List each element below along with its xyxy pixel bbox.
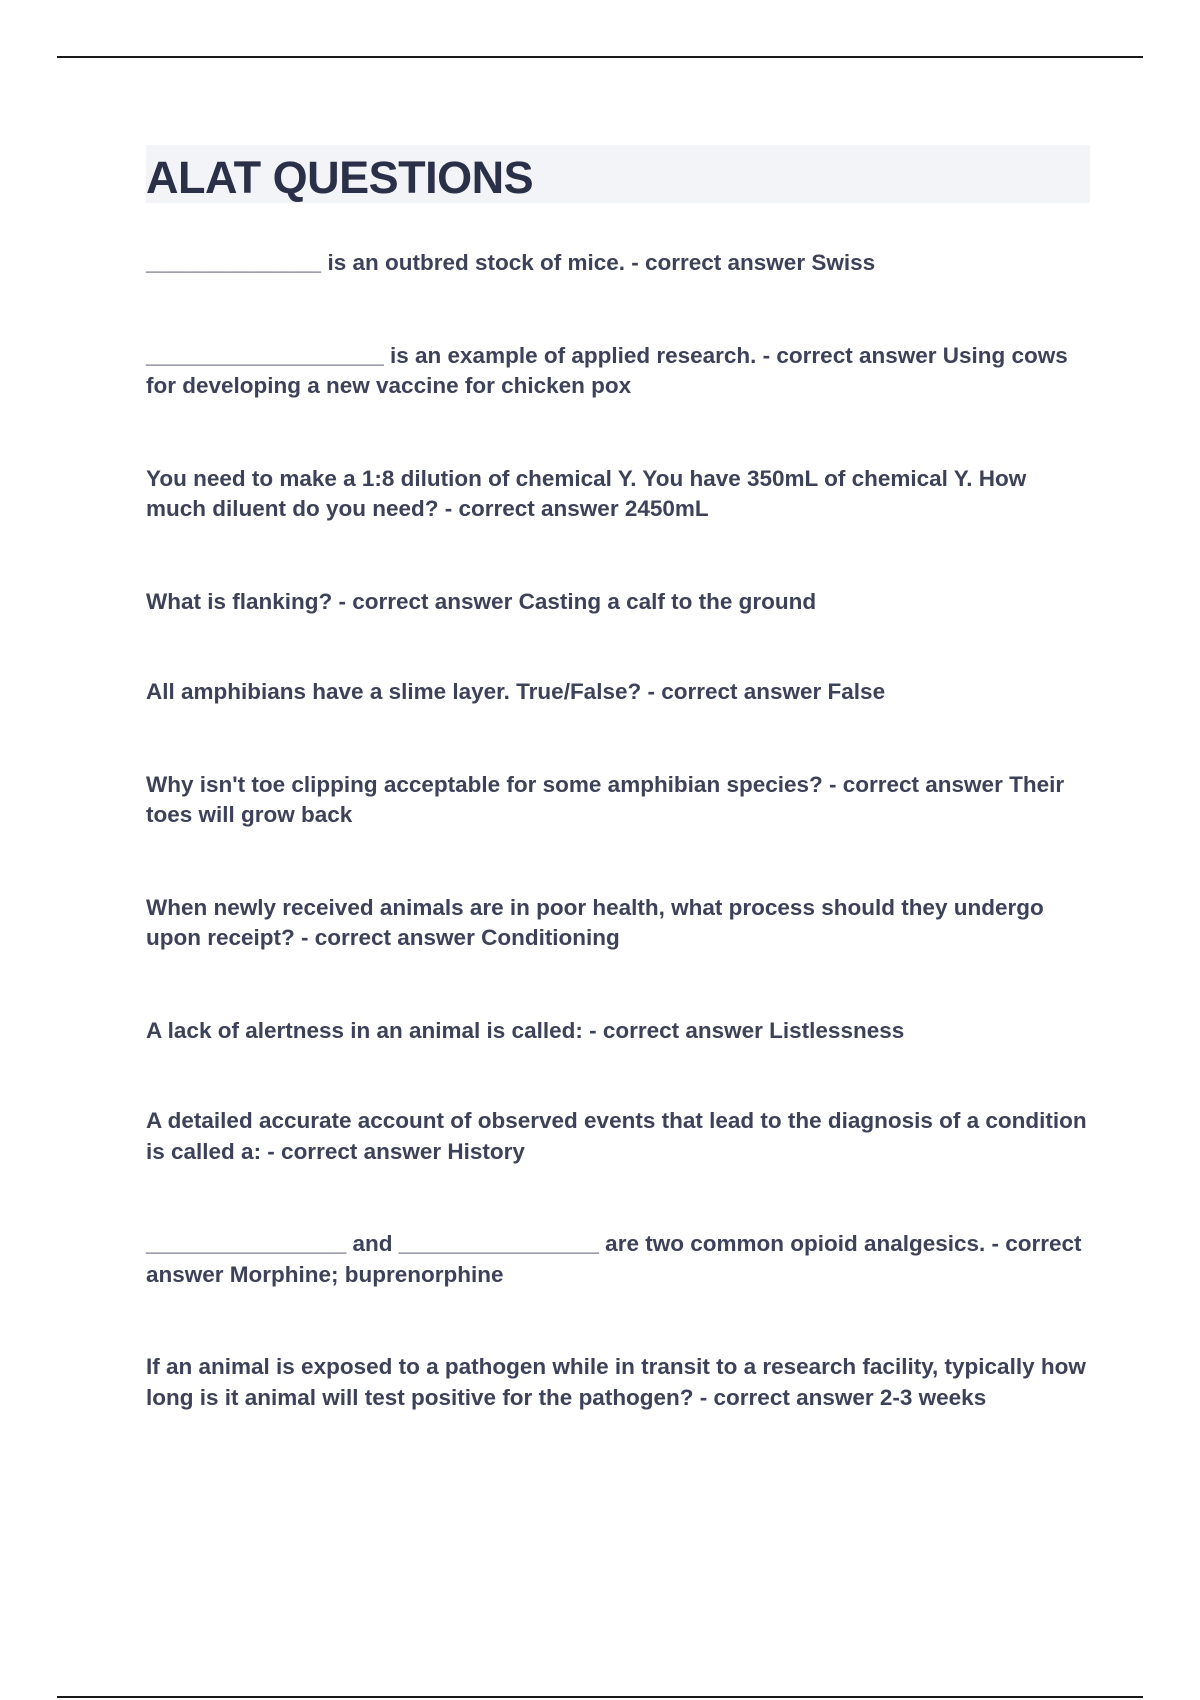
qa-item: What is flanking? - correct answer Casting a calf to the ground <box>146 588 817 614</box>
qa-item: Why isn't toe clipping acceptable for some amphibian species? - correct answer Their toes will grow back <box>146 771 1065 827</box>
qa-item: You need to make a 1:8 dilution of chemical Y. You have 350mL of chemical Y. How much diluent do you need? - correct answer 2450mL <box>146 465 1027 521</box>
qa-item: ________________ and ________________ are two common opioid analgesics. - correct answer Morphine; buprenorphine <box>146 1231 1082 1287</box>
header-rule <box>57 56 1143 58</box>
qa-item: If an animal is exposed to a pathogen while in transit to a research facility, typically how long is it animal will test positive for the pathogen? - correct answer 2-3 weeks <box>146 1354 1086 1410</box>
qa-item: ______________ is an outbred stock of mice. - correct answer Swiss <box>146 250 876 275</box>
qa-item: ___________________ is an example of applied research. - correct answer Using cows for developing a new vaccine for chicken pox <box>146 342 1068 398</box>
page-title: ALAT QUESTIONS <box>146 151 534 203</box>
qa-list <box>146 248 1090 1413</box>
qa-item: When newly received animals are in poor health, what process should they undergo upon receipt? - correct answer Conditioning <box>146 894 1044 950</box>
title-band <box>146 145 1090 203</box>
qa-item: A lack of alertness in an animal is called: - correct answer Listlessness <box>146 1017 905 1043</box>
footer-rule <box>57 1696 1143 1698</box>
qa-item: All amphibians have a slime layer. True/False? - correct answer False <box>146 679 886 704</box>
document-body <box>146 145 1090 1413</box>
qa-item: A detailed accurate account of observed events that lead to the diagnosis of a condition is called a: - correct answer History <box>146 1108 1087 1164</box>
